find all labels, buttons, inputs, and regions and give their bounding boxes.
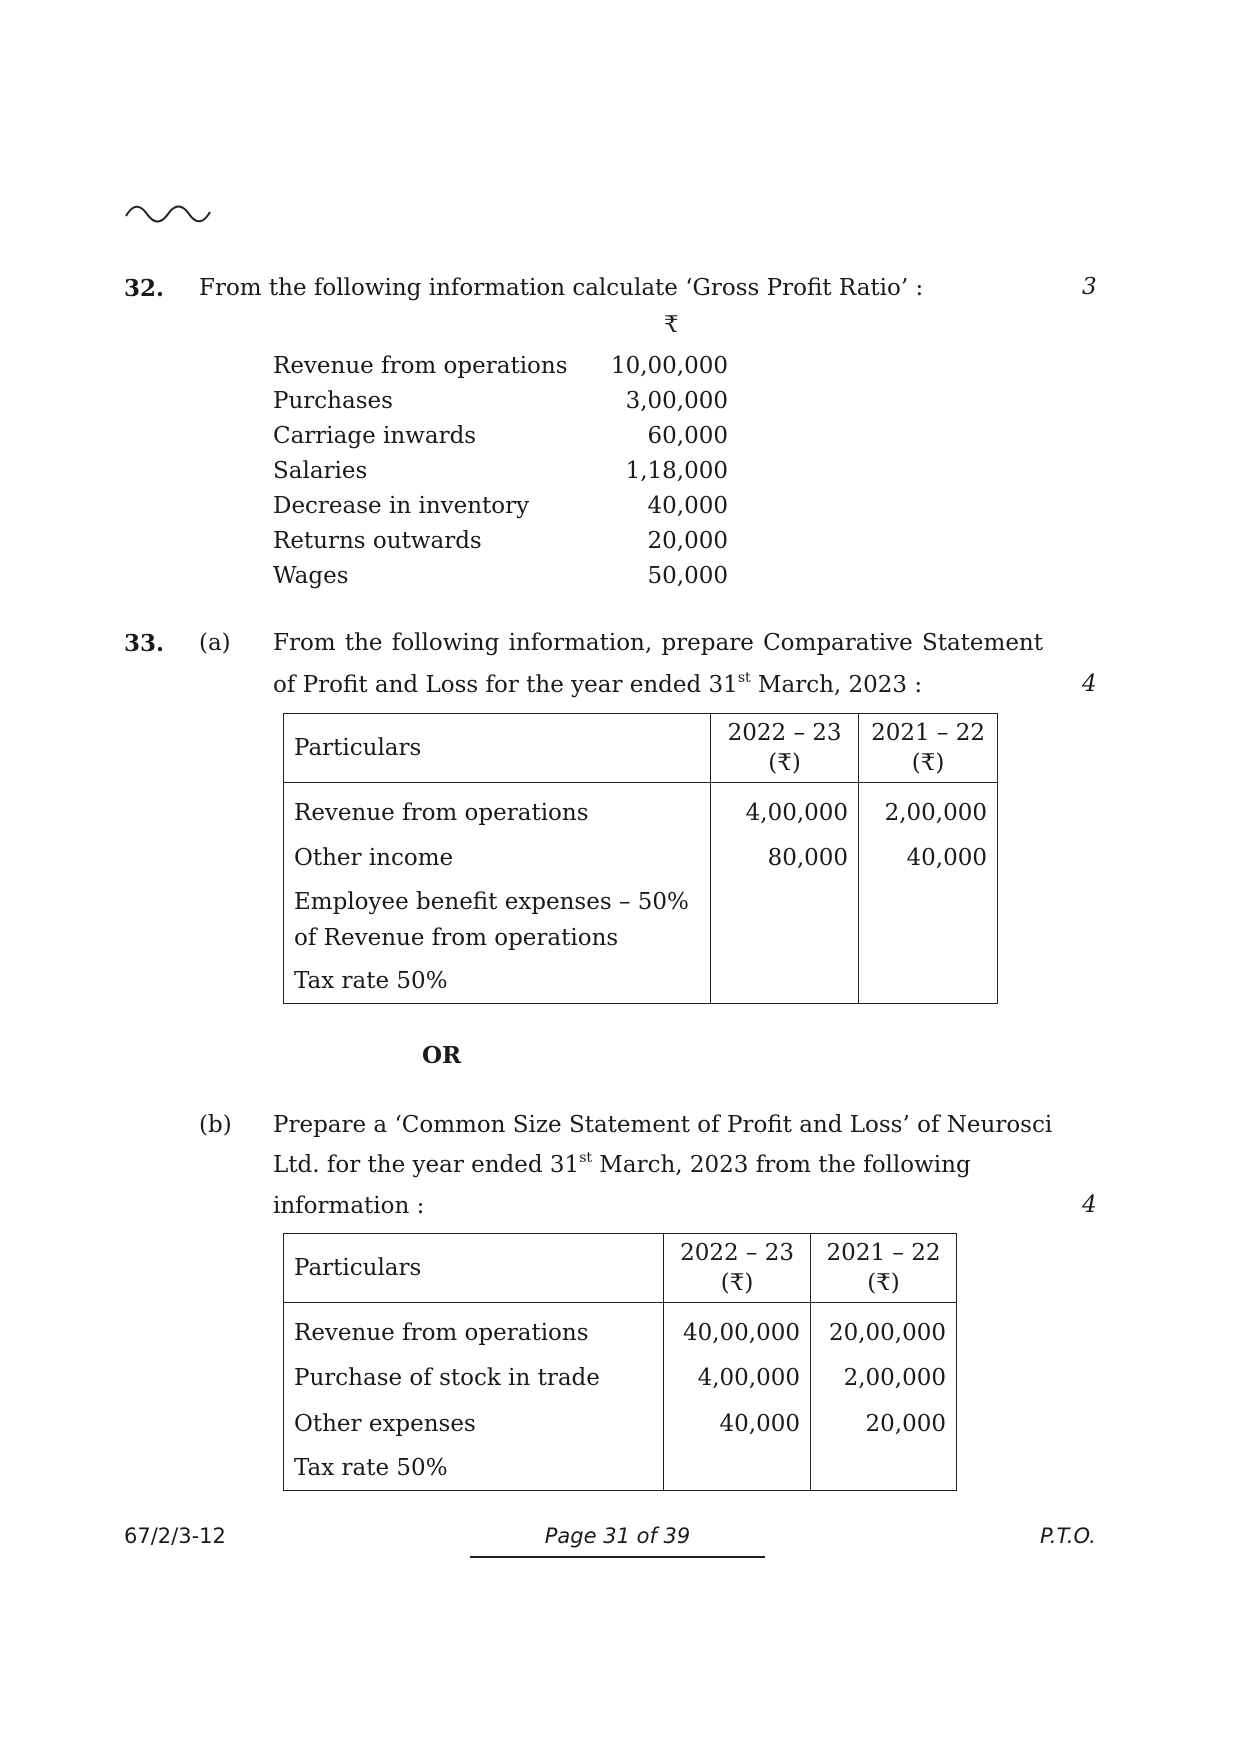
q32-item-label: Salaries	[273, 458, 368, 484]
table-row	[284, 959, 998, 1004]
row-value-1: 40,000	[664, 1402, 811, 1447]
question-32-number: 32.	[124, 275, 165, 302]
row-value-2: 20,00,000	[811, 1303, 957, 1355]
q32-values	[580, 349, 728, 594]
header-unit: (₹)	[720, 1270, 754, 1296]
row-value-2	[859, 881, 998, 959]
table-row	[284, 1303, 957, 1355]
q32-item-label: Decrease in inventory	[273, 493, 530, 519]
row-value-1: 80,000	[711, 835, 859, 881]
row-label-line1: Employee benefit expenses – 50%	[294, 888, 689, 915]
row-value-2: 40,000	[859, 835, 998, 881]
row-value-1: 40,00,000	[664, 1303, 811, 1355]
header-unit: (₹)	[867, 1270, 900, 1296]
row-label	[284, 881, 711, 959]
q32-item-label: Carriage inwards	[273, 423, 477, 449]
table-header-row	[284, 1234, 957, 1303]
wavy-mark-icon	[124, 202, 214, 226]
part-b-line2-sup: st	[579, 1150, 592, 1166]
part-a-marks: 4	[1082, 671, 1097, 697]
q32-item-label: Purchases	[273, 388, 393, 414]
row-value-1: 4,00,000	[711, 783, 859, 835]
question-32-text: From the following information calculate ‘Gross Profit Ratio’ :	[199, 275, 924, 301]
row-value-2: 2,00,000	[811, 1355, 957, 1402]
header-particulars: Particulars	[284, 714, 711, 783]
q32-item-value: 10,00,000	[610, 353, 728, 379]
part-a-line1: From the following information, prepare Comparative Statement	[273, 630, 1043, 656]
row-value-1	[711, 881, 859, 959]
table-row	[284, 1402, 957, 1447]
part-a-line2-end: March, 2023 :	[750, 672, 923, 698]
q32-item-label: Revenue from operations	[273, 353, 568, 379]
q32-item-value: 60,000	[647, 423, 728, 449]
row-label: Other expenses	[284, 1402, 664, 1447]
q32-item-value: 40,000	[647, 493, 728, 519]
table-header-row	[284, 714, 998, 783]
q32-labels	[273, 349, 568, 594]
part-b-line2-end: March, 2023 from the following	[592, 1152, 971, 1178]
page-number: Page 31 of 39	[544, 1524, 691, 1548]
currency-symbol: ₹	[664, 312, 679, 338]
question-32-marks: 3	[1082, 274, 1097, 300]
part-b-line1: Prepare a ‘Common Size Statement of Profit and Loss’ of Neurosci	[273, 1112, 1053, 1138]
row-value-2	[859, 959, 998, 1004]
header-year: 2021 – 22	[826, 1240, 941, 1266]
part-a-label: (a)	[199, 630, 231, 656]
q32-item-label: Wages	[273, 563, 349, 589]
row-label-line2: of Revenue from operations	[294, 924, 619, 951]
row-label: Tax rate 50%	[284, 959, 711, 1004]
header-year-1	[664, 1234, 811, 1303]
part-a-line2-sup: st	[737, 670, 751, 686]
table-row	[284, 881, 998, 959]
row-value-2: 20,000	[811, 1402, 957, 1447]
or-separator: OR	[422, 1042, 462, 1069]
part-a-line2	[273, 670, 922, 700]
header-year-2	[859, 714, 998, 783]
row-label: Other income	[284, 835, 711, 881]
row-label: Revenue from operations	[284, 783, 711, 835]
paper-code: 67/2/3-12	[124, 1524, 226, 1548]
comparative-statement-table	[283, 713, 998, 1004]
header-year: 2022 – 23	[727, 720, 842, 746]
row-label: Purchase of stock in trade	[284, 1355, 664, 1402]
part-b-label: (b)	[199, 1112, 232, 1138]
table-row	[284, 1355, 957, 1402]
q32-item-value: 1,18,000	[625, 458, 728, 484]
row-value-1	[664, 1447, 811, 1491]
part-a-line2-text: of Profit and Loss for the year ended 31	[273, 672, 738, 698]
header-particulars: Particulars	[284, 1234, 664, 1303]
header-year: 2021 – 22	[871, 720, 985, 746]
header-unit: (₹)	[911, 750, 945, 776]
question-33-number: 33.	[124, 630, 165, 657]
q32-item-label: Returns outwards	[273, 528, 482, 554]
page-number-underline	[470, 1556, 765, 1558]
row-label: Revenue from operations	[284, 1303, 664, 1355]
row-value-1	[711, 959, 859, 1004]
table-row	[284, 835, 998, 881]
header-unit: (₹)	[768, 750, 801, 776]
part-b-line2	[273, 1150, 971, 1180]
q32-item-value: 3,00,000	[625, 388, 728, 414]
row-value-2	[811, 1447, 957, 1491]
pto-text: P.T.O.	[1040, 1524, 1096, 1548]
table-row	[284, 1447, 957, 1491]
row-label: Tax rate 50%	[284, 1447, 664, 1491]
header-year-1	[711, 714, 859, 783]
part-b-line2-text: Ltd. for the year ended 31	[273, 1152, 580, 1178]
part-b-marks: 4	[1082, 1192, 1097, 1218]
part-b-line3: information :	[273, 1193, 425, 1219]
table-row	[284, 783, 998, 835]
header-year-2	[811, 1234, 957, 1303]
q32-item-value: 50,000	[647, 563, 728, 589]
header-year: 2022 – 23	[680, 1240, 794, 1266]
row-value-1: 4,00,000	[664, 1355, 811, 1402]
row-value-2: 2,00,000	[859, 783, 998, 835]
q32-item-value: 20,000	[647, 528, 728, 554]
common-size-table	[283, 1233, 957, 1491]
